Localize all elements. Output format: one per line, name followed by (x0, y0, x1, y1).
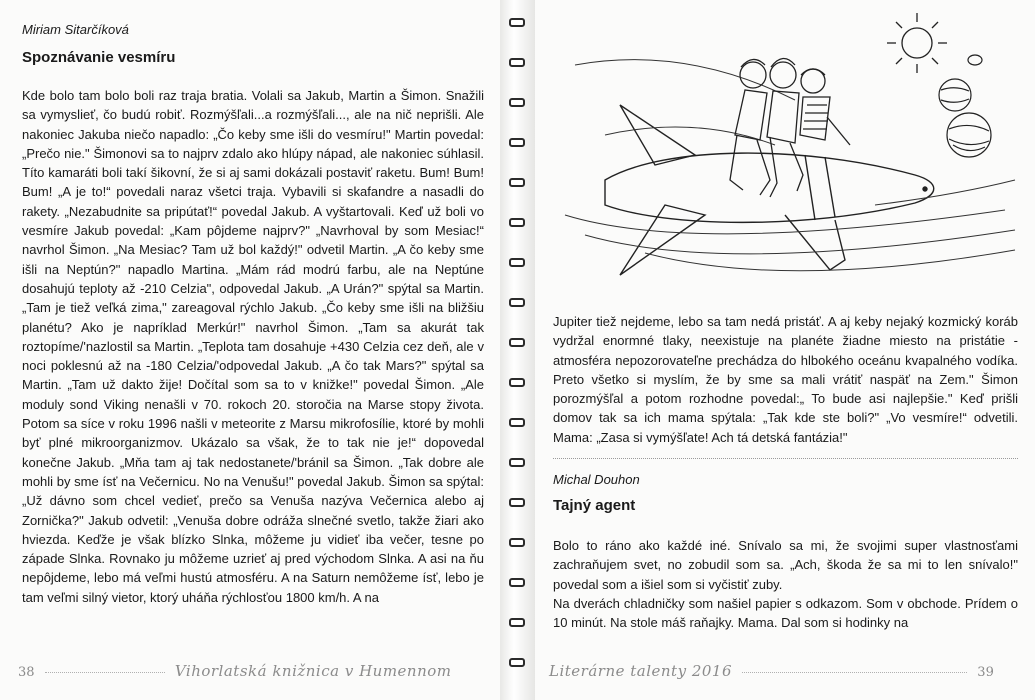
page-footer (18, 662, 488, 680)
rocket-drawing (605, 105, 934, 275)
story-title: Tajný agent (553, 497, 636, 514)
binding-ring (509, 498, 525, 507)
binding-ring (509, 258, 525, 267)
paragraph: Kde bolo tam bolo boli raz traja bratia. Volali sa Jakub, Martin a Šimon. Snažili sa vymyslieť, čo budú robiť. Rozmýšľali...a rozmýšľali..., ale na nič neprišli. Ale nakoniec Jakuba niečo napadlo: „Čo keby sme išli do vesmíru!" Martin povedal: „Prečo nie." Šimonovi sa to najprv zdalo ako hlúpy nápad, ale nakoniec súhlasil. Títo kamaráti boli takí šikovní, že si aj sami dokázali postaviť raketu. Bum! Bum! Bum! „A je to!“ povedali naraz všetci traja. Vybavili si skafandre a nasadli do rakety. „Nezabudnite sa pripútať!“ povedal Jakub. A vyštartovali. Keď už boli vo vesmíre Jakub povedal: „Kam pôjdeme najprv?" „Navrhoval by som Mesiac!“ navrhol Šimon. „Na Mesiac? Tam už bol každý!" odvetil Martin. „A čo keby sme išli na Neptún?" napadlo Martina. „Mám rád modrú farbu, ale na Neptúne dosahujú teploty až -210 Celzia", odpovedal Jakub. „A Urán?" spýtal sa Martin. „Tam je tiež veľká zima," zareagoval rýchlo Jakub. „Čo keby sme išli na bližšiu planétu? Ako je napríklad Merkúr!" navrhol Šimon. „Tam sa akurát tak roztopíme/'nazlostil sa Martin. „Teplota tam dosahuje +430 Celzia cez deň, ale v noci poklesnú až na -180 Celzia/'odpovedal Jakub. „A čo tak Mars?" spýtal sa Martin. „Tam už dakto žije! Dočítal som sa to v knižke!" povedal Šimon. „Ale moduly sond Viking nenašli v 70. rokoch 20. storočia na Marse stopy života. Potom sa síce v roku 1996 našli v meteorite z Marsu mikrofosílie, ktoré by mohli byť plné mikroorganizmov. Ukázalo sa však, že to tak nie je!“ dopovedal konečne Jakub. „Mňa tam aj tak nedostanete/'bránil sa Šimon. „Tak dobre ale mohli by sme ísť na Večernicu. No na Venušu!" povedal Jakub. Šimon sa spýtal: „Už dávno som chcel vedieť, prečo sa Venuša nazýva Večernica alebo aj Zornička?" Jakub odvetil: „Venuša dobre odráža slnečné svetlo, takže žiari ako hviezda. Keďže je však blízko Slnka, môžeme ju vidieť iba večer, tesne po západe Slnka. Rovnako ju môžeme uzrieť aj pred východom Slnka. A asi na ňu nepôjdeme, lebo má veľmi hustú atmosféru. A na Saturn nemôžeme ísť, lebo je tam veľmi silný vietor, ktorý uháňa rýchlosťou 1800 km/h. A na (22, 88, 484, 605)
story-text (22, 86, 484, 607)
binding-ring (509, 338, 525, 347)
binding-ring (509, 298, 525, 307)
page-footer (549, 662, 1019, 680)
sun-drawing (887, 13, 947, 73)
binding-ring (509, 378, 525, 387)
dotted-line (742, 672, 967, 673)
story-author: Miriam Sitarčíková (22, 22, 129, 37)
binding-ring (509, 658, 525, 667)
paragraph: Na dverách chladničky som našiel papier s odkazom. Som v obchode. Prídem o 10 minút. Na stole máš raňajky. Mama. Dal som si hodinky na (553, 595, 1018, 631)
binding-ring (509, 218, 525, 227)
binding-ring (509, 138, 525, 147)
binding-ring (509, 458, 525, 467)
binding-ring (509, 418, 525, 427)
right-page (535, 0, 1035, 700)
three-boys-drawing (730, 58, 850, 197)
speed-lines (565, 60, 1015, 271)
binding-ring (509, 18, 525, 27)
footer-publication: Literárne talenty 2016 (549, 662, 733, 680)
story-divider (553, 458, 1018, 459)
page-number: 38 (18, 665, 35, 680)
footer-publisher: Vihorlatská knižnica v Humennom (174, 662, 452, 680)
binding-ring (509, 578, 525, 587)
spiral-binding (500, 0, 535, 700)
left-page (0, 0, 500, 700)
binding-ring (509, 178, 525, 187)
page-number: 39 (977, 665, 994, 680)
story-title: Spoznávanie vesmíru (22, 49, 176, 66)
binding-ring (509, 98, 525, 107)
planets-drawing (939, 55, 991, 157)
binding-ring (509, 58, 525, 67)
dotted-line (45, 672, 165, 673)
binding-ring (509, 618, 525, 627)
story-ending-text (553, 312, 1018, 447)
paragraph: Bolo to ráno ako každé iné. Snívalo sa mi, že svojimi super vlastnosťami zachraňujem svet, no zobudil som sa. „Ach, škoda že sa mi to len snívalo!" povedal som a išiel som si vyčistiť zuby. (553, 538, 1018, 592)
rocket-illustration (545, 5, 1025, 295)
story-author: Michal Douhon (553, 472, 640, 487)
paragraph: Jupiter tiež nejdeme, lebo sa tam nedá pristáť. A aj keby nejaký kozmický koráb vydržal enormné tlaky, neexistuje na planéte žiadne miesto na pristátie - atmosféra nepozorovateľne prechádza do hlbokého oceánu kvapalného vodíka. Preto všetko si myslím, že by sme sa mali vrátiť naspäť na Zem." Šimon porozmýšľal a potom rozhodne povedal:„ To bude asi najlepšie." Keď prišli domov tak sa ich mama spýtala: „Tak kde ste boli?" „Vo vesmíre!“ odvetili. Mama: „Zasa si vymýšľate! Ach tá detská fantázia!" (553, 314, 1018, 445)
story-text (553, 536, 1018, 632)
binding-ring (509, 538, 525, 547)
